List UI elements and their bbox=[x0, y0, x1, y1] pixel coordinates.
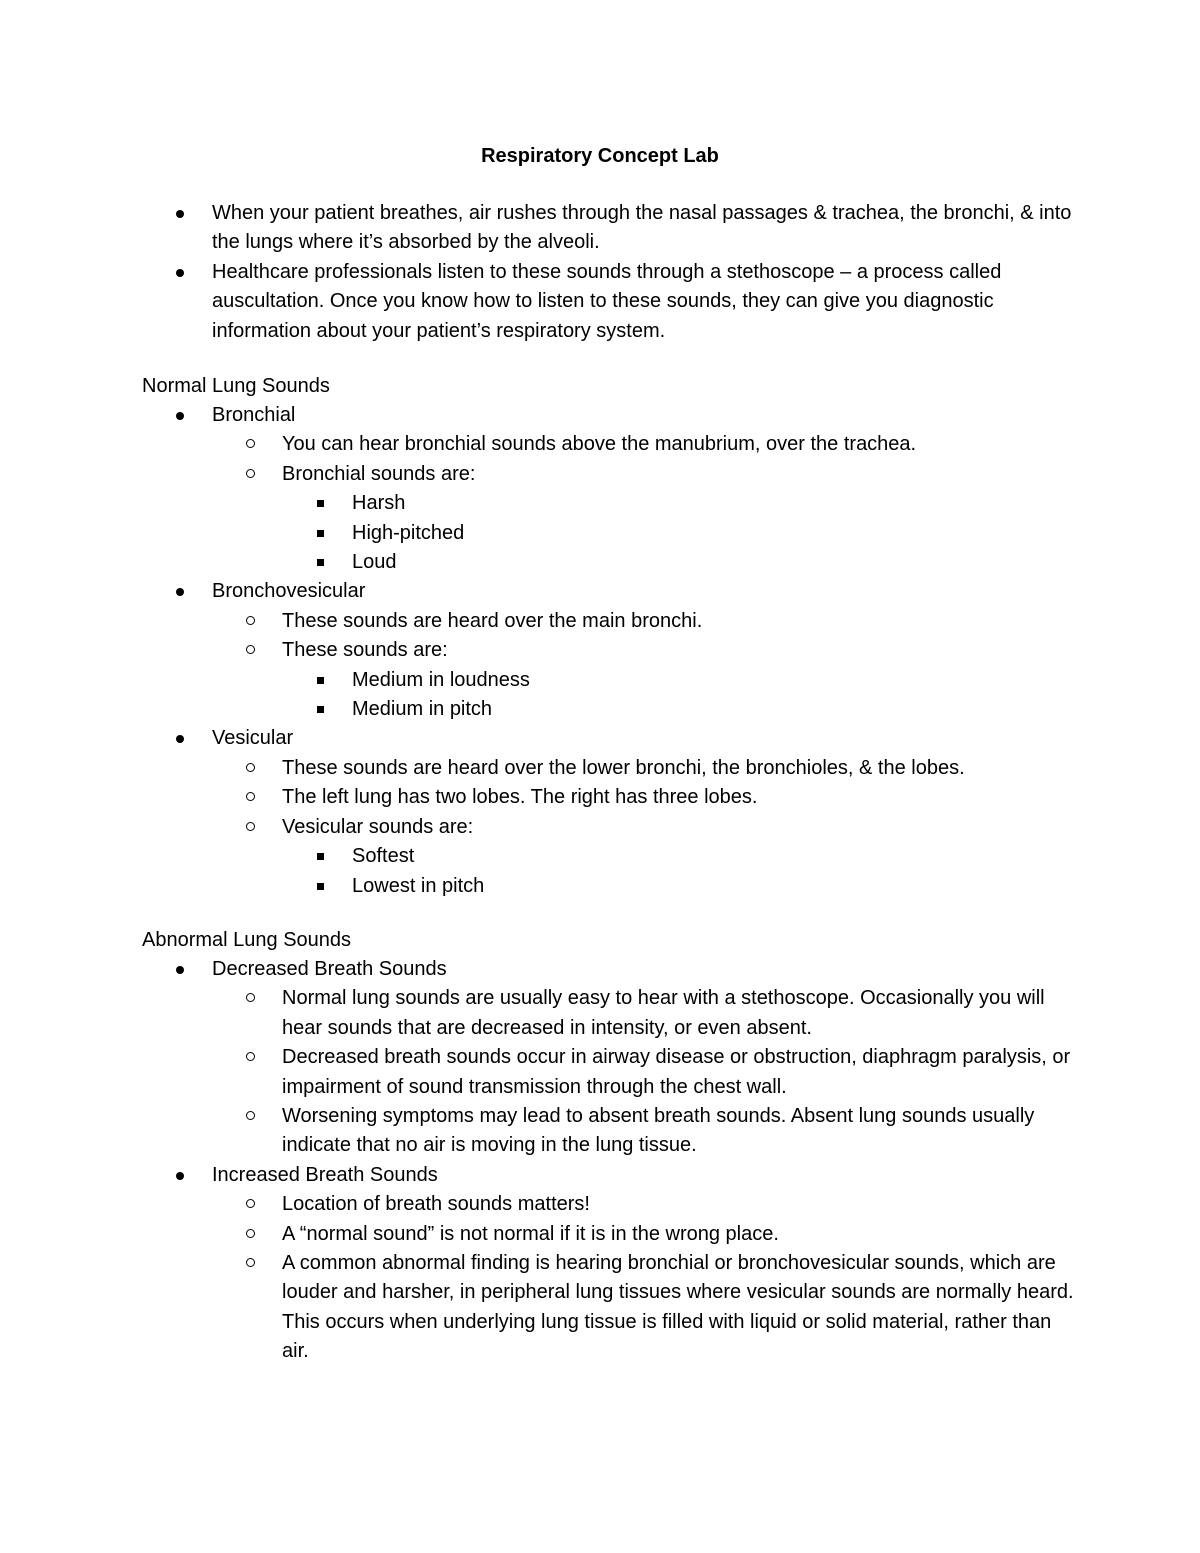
sub-list-item bbox=[212, 754, 1082, 783]
sub-sub-list-item-text: Softest bbox=[352, 845, 415, 868]
hollow-circle-bullet-icon bbox=[246, 1111, 255, 1120]
filled-bullet-icon bbox=[176, 1172, 184, 1180]
hollow-circle-bullet-icon bbox=[246, 1199, 255, 1208]
sub-sub-list-item-text: Lowest in pitch bbox=[352, 874, 485, 897]
sub-list-item bbox=[212, 984, 1082, 1043]
list-item-increased bbox=[142, 1161, 1082, 1367]
sub-sub-list-item bbox=[282, 489, 1082, 518]
sub-list-item bbox=[212, 1190, 1082, 1219]
hollow-circle-bullet-icon bbox=[246, 439, 255, 448]
sub-list-item-text: A common abnormal finding is hearing bronchial or bronchovesicular sounds, which are louder and harsher, in peripheral lung tissues where vesicular sounds are normally heard. This occurs when underlying lung tissue is filled with liquid or solid material, rather than air. bbox=[282, 1252, 1074, 1363]
list-item-label: Vesicular bbox=[212, 727, 294, 750]
sub-list-item-text: Bronchial sounds are: bbox=[282, 462, 476, 485]
sub-list-item-text: Vesicular sounds are: bbox=[282, 815, 474, 838]
hollow-circle-bullet-icon bbox=[246, 1229, 255, 1238]
sub-sub-list bbox=[282, 489, 1082, 577]
sub-list bbox=[212, 984, 1082, 1160]
document-title: Respiratory Concept Lab bbox=[481, 145, 719, 167]
sub-sub-list-item bbox=[282, 548, 1082, 577]
square-bullet-icon bbox=[317, 853, 324, 860]
square-bullet-icon bbox=[317, 500, 324, 507]
intro-item-text: Healthcare professionals listen to these sounds through a stethoscope – a process called auscultation. Once you know how to listen to these sounds, they can give you diagnostic information about your patient’s respiratory system. bbox=[212, 260, 1002, 342]
square-bullet-icon bbox=[317, 559, 324, 566]
intro-item-text: When your patient breathes, air rushes through the nasal passages & trachea, the bronchi, & into the lungs where it’s absorbed by the alveoli. bbox=[212, 202, 1072, 254]
sub-list-item bbox=[212, 607, 1082, 636]
list-item-label: Increased Breath Sounds bbox=[212, 1163, 438, 1186]
hollow-circle-bullet-icon bbox=[246, 1052, 255, 1061]
sub-sub-list bbox=[282, 842, 1082, 901]
hollow-circle-bullet-icon bbox=[246, 792, 255, 801]
sub-sub-list-item-text: Harsh bbox=[352, 492, 406, 515]
intro-list bbox=[142, 199, 1082, 346]
sub-list-item-text: Worsening symptoms may lead to absent breath sounds. Absent lung sounds usually indicate that no air is moving in the lung tissue. bbox=[282, 1105, 1035, 1157]
sub-sub-list-item-text: Medium in loudness bbox=[352, 668, 530, 691]
filled-bullet-icon bbox=[176, 966, 184, 974]
hollow-circle-bullet-icon bbox=[246, 822, 255, 831]
sub-sub-list-item-text: Loud bbox=[352, 551, 397, 574]
sub-list-item bbox=[212, 813, 1082, 901]
sub-list-item-text: The left lung has two lobes. The right has three lobes. bbox=[282, 786, 758, 809]
sub-list-item-text: These sounds are heard over the lower bronchi, the bronchioles, & the lobes. bbox=[282, 756, 965, 779]
sub-list-item bbox=[212, 430, 1082, 459]
sub-list bbox=[212, 754, 1082, 901]
sub-list-item bbox=[212, 1043, 1082, 1102]
normal-lung-sounds-section bbox=[142, 372, 1082, 901]
filled-bullet-icon bbox=[176, 269, 184, 277]
sub-list-item-text: Decreased breath sounds occur in airway disease or obstruction, diaphragm paralysis, or impairment of sound transmission through the chest wall. bbox=[282, 1046, 1071, 1098]
sub-list-item bbox=[212, 1220, 1082, 1249]
sub-list-item bbox=[212, 783, 1082, 812]
intro-item bbox=[142, 258, 1082, 346]
hollow-circle-bullet-icon bbox=[246, 469, 255, 478]
sub-list-item-text: Location of breath sounds matters! bbox=[282, 1193, 590, 1216]
sub-sub-list-item bbox=[282, 519, 1082, 548]
list-item-bronchovesicular bbox=[142, 577, 1082, 724]
sub-list bbox=[212, 1190, 1082, 1366]
sub-list-item bbox=[212, 460, 1082, 578]
list-item-label: Bronchial bbox=[212, 404, 296, 426]
section-heading: Normal Lung Sounds bbox=[142, 375, 330, 397]
sub-sub-list-item bbox=[282, 695, 1082, 724]
sub-list-item bbox=[212, 636, 1082, 724]
sub-list-item-text: Normal lung sounds are usually easy to hear with a stethoscope. Occasionally you will hear sounds that are decreased in intensity, or even absent. bbox=[282, 987, 1045, 1039]
filled-bullet-icon bbox=[176, 735, 184, 743]
sub-list-item-text: These sounds are: bbox=[282, 639, 448, 662]
abnormal-sounds-list bbox=[142, 955, 1082, 1367]
filled-bullet-icon bbox=[176, 588, 184, 596]
hollow-circle-bullet-icon bbox=[246, 993, 255, 1002]
sub-sub-list-item-text: Medium in pitch bbox=[352, 698, 493, 721]
hollow-circle-bullet-icon bbox=[246, 645, 255, 654]
intro-item bbox=[142, 199, 1082, 258]
square-bullet-icon bbox=[317, 883, 324, 890]
sub-list-item bbox=[212, 1102, 1082, 1161]
section-heading: Abnormal Lung Sounds bbox=[142, 929, 352, 951]
sub-list bbox=[212, 430, 1082, 577]
sub-list-item bbox=[212, 1249, 1082, 1367]
list-item-bronchial bbox=[142, 401, 1082, 577]
sub-sub-list-item bbox=[282, 666, 1082, 695]
square-bullet-icon bbox=[317, 530, 324, 537]
list-item-label: Decreased Breath Sounds bbox=[212, 958, 447, 980]
sub-sub-list-item bbox=[282, 872, 1082, 901]
list-item-vesicular bbox=[142, 724, 1082, 900]
list-item-decreased bbox=[142, 955, 1082, 1161]
filled-bullet-icon bbox=[176, 210, 184, 218]
sub-sub-list-item-text: High-pitched bbox=[352, 521, 465, 544]
sub-list-item-text: These sounds are heard over the main bronchi. bbox=[282, 609, 703, 632]
sub-sub-list bbox=[282, 666, 1082, 725]
sub-list bbox=[212, 607, 1082, 725]
square-bullet-icon bbox=[317, 706, 324, 713]
sub-sub-list-item bbox=[282, 842, 1082, 871]
hollow-circle-bullet-icon bbox=[246, 1258, 255, 1267]
hollow-circle-bullet-icon bbox=[246, 763, 255, 772]
normal-sounds-list bbox=[142, 401, 1082, 901]
abnormal-lung-sounds-section bbox=[142, 926, 1082, 1367]
hollow-circle-bullet-icon bbox=[246, 616, 255, 625]
square-bullet-icon bbox=[317, 677, 324, 684]
filled-bullet-icon bbox=[176, 412, 184, 420]
list-item-label: Bronchovesicular bbox=[212, 580, 366, 603]
sub-list-item-text: A “normal sound” is not normal if it is in the wrong place. bbox=[282, 1222, 779, 1245]
sub-list-item-text: You can hear bronchial sounds above the manubrium, over the trachea. bbox=[282, 433, 917, 456]
